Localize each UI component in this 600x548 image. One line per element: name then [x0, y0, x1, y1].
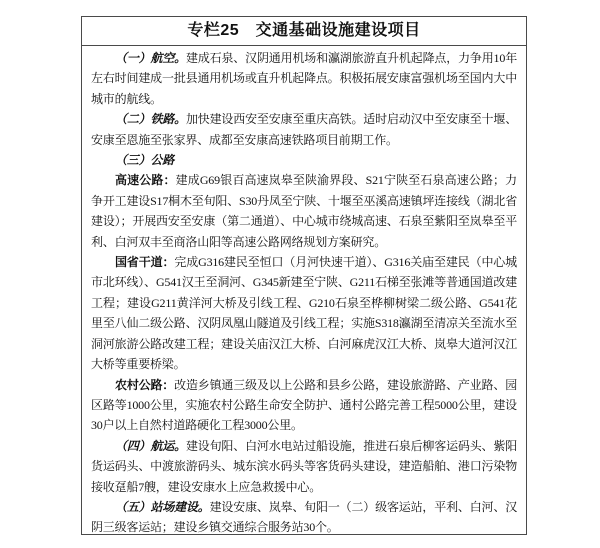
- paragraph-lead: （四）航运。: [115, 438, 186, 453]
- paragraph-text: 建设安康、岚皋、旬阳一（二）级客运站，平利、白河、汉阴三级客运站；建设乡镇交通综合服务站30个。: [91, 499, 517, 535]
- paragraph-lead: （三）公路: [115, 153, 175, 168]
- paragraph-expressway: [91, 170, 517, 252]
- paragraph-lead: 农村公路：: [115, 377, 175, 392]
- column-title: 专栏25 交通基础设施建设项目: [82, 17, 526, 46]
- paragraph-text: 完成G316建民至恒口（月河快速干道）、G316关庙至建民（中心城市北环线）、G541汉王至洞河、G345新建至宁陕、G211石梯至张滩等普通国道改建工程；建设G211黄洋河大桥及引线工程、G210石泉至桦柳树梁二级公路、G541花里至八仙二级公路、汉阴凤凰山隧道及引线工程；实施S318瀛湖至清凉关至流水至洞河旅游公路改建工程；建设关庙汉江大桥、白河麻虎汉江大桥、岚皋大道河汉江大桥等重要桥梁。: [91, 255, 517, 372]
- paragraph-lead: （二）铁路。: [115, 112, 186, 127]
- paragraph-lead: （一）航空。: [115, 51, 186, 65]
- paragraph-station-construction: [91, 497, 517, 535]
- column-box: [81, 16, 527, 535]
- paragraph-railway: [91, 109, 517, 150]
- paragraph-national-provincial-roads: [91, 252, 517, 374]
- paragraph-shipping: [91, 436, 517, 497]
- paragraph-lead: （五）站场建设。: [115, 499, 210, 514]
- paragraph-text: 建设旬阳、白河水电站过船设施，推进石泉后柳客运码头、紫阳货运码头、中渡旅游码头、城东滨水码头等客货码头建设，建造船舶、港口污染物接收趸船7艘，建设安康水上应急救援中心。: [91, 438, 517, 494]
- paragraph-text: 建成石泉、汉阴通用机场和瀛湖旅游直升机起降点，力争用10年左右时间建成一批县通用机场或直升机起降点。积极拓展安康富强机场至国内大中城市的航线。: [91, 51, 517, 106]
- paragraph-text: 加快建设西安至安康至重庆高铁。适时启动汉中至安康至十堰、安康至恩施至张家界、成都至安康高速铁路项目前期工作。: [91, 112, 517, 147]
- paragraph-lead: 国省干道：: [115, 255, 175, 270]
- column-body: [82, 46, 526, 535]
- paragraph-text: 建成G69银百高速岚皋至陕渝界段、S21宁陕至石泉高速公路；力争开工建设S17桐木至旬阳、S30丹凤至宁陕、十堰至巫溪高速镇坪连接线（湖北省建设）；开展西安至安康（第二通道）、中心城市绕城高速、石泉至紫阳至岚皋至平利、白河双丰至商洛山阳等高速公路网络规划方案研究。: [91, 173, 517, 249]
- paragraph-highway-heading: [91, 150, 517, 170]
- paragraph-lead: 高速公路：: [115, 173, 176, 188]
- paragraph-rural-roads: [91, 375, 517, 436]
- paragraph-text: 改造乡镇通三级及以上公路和县乡公路，建设旅游路、产业路、园区路等1000公里，实施农村公路生命安全防护、通村公路完善工程5000公里，建设30户以上自然村道路硬化工程3000公里。: [91, 377, 517, 433]
- paragraph-aviation: [91, 48, 517, 109]
